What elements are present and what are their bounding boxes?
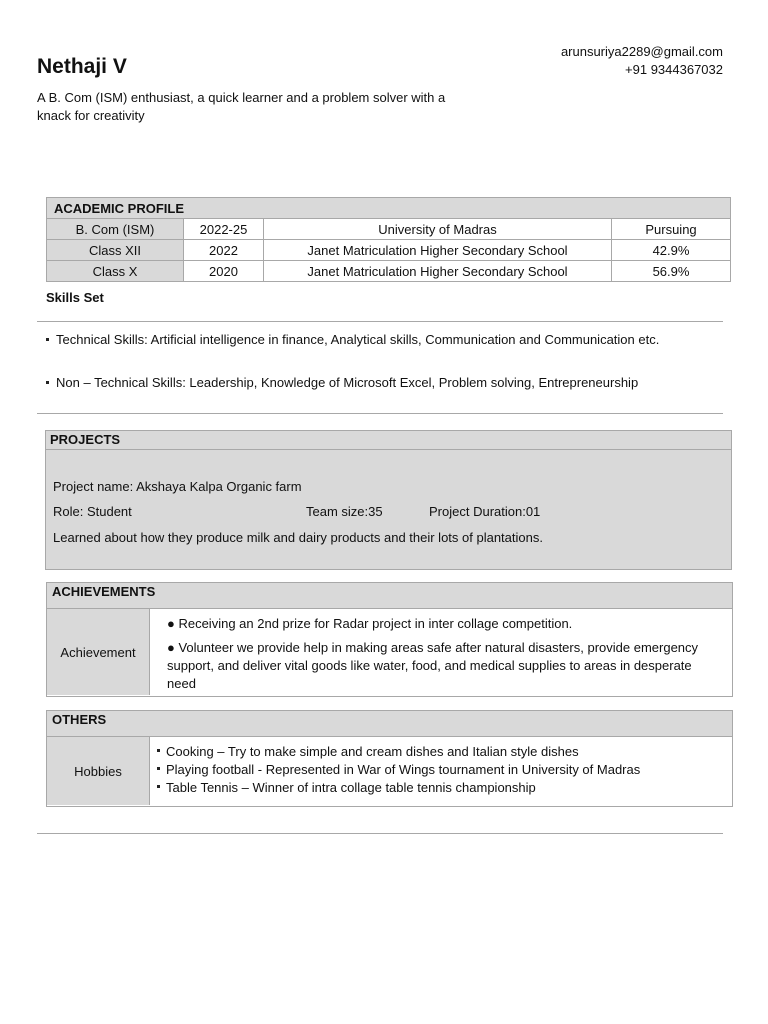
table-row bbox=[47, 219, 731, 240]
academic-header-row bbox=[47, 198, 731, 219]
bullet-icon bbox=[157, 767, 160, 770]
candidate-name: Nethaji V bbox=[37, 55, 127, 78]
projects-title: PROJECTS bbox=[46, 431, 731, 450]
result-cell: Pursuing bbox=[612, 219, 731, 240]
course-cell: B. Com (ISM) bbox=[47, 219, 184, 240]
list-item: ● Volunteer we provide help in making areas safe after natural disasters, provide emergency support, and deliver vital goods like water, food, and medical supplies to areas in desperate need bbox=[167, 640, 699, 691]
hobbies-list bbox=[150, 737, 732, 805]
list-item bbox=[157, 779, 722, 797]
hobby-text: Table Tennis – Winner of intra collage table tennis championship bbox=[166, 780, 536, 795]
academic-profile-table bbox=[46, 197, 731, 282]
project-team-size: Team size:35 bbox=[306, 504, 383, 519]
bullet-icon bbox=[157, 785, 160, 788]
achievement-list bbox=[150, 609, 732, 695]
academic-title: ACADEMIC PROFILE bbox=[47, 198, 731, 219]
year-cell: 2022 bbox=[184, 240, 264, 261]
email-link[interactable]: arunsuriya2289@gmail.com bbox=[560, 44, 723, 59]
result-cell: 42.9% bbox=[612, 240, 731, 261]
technical-skills: Technical Skills: Artificial intelligence in finance, Analytical skills, Communication and Communication etc. bbox=[56, 332, 660, 347]
table-row bbox=[47, 261, 731, 282]
divider bbox=[37, 321, 723, 322]
list-item bbox=[157, 761, 722, 779]
institution-cell: Janet Matriculation Higher Secondary School bbox=[264, 261, 612, 282]
table-row bbox=[47, 240, 731, 261]
course-cell: Class XII bbox=[47, 240, 184, 261]
others-section bbox=[46, 710, 733, 807]
contact-info bbox=[561, 43, 723, 79]
achievement-label: Achievement bbox=[47, 609, 150, 695]
projects-section bbox=[45, 430, 732, 570]
project-role: Role: Student bbox=[53, 504, 132, 519]
non-technical-skills: Non – Technical Skills: Leadership, Knowledge of Microsoft Excel, Problem solving, Entrepreneurship bbox=[56, 375, 639, 390]
list-item bbox=[157, 743, 722, 761]
phone-number: +91 9344367032 bbox=[625, 62, 723, 77]
achievements-section bbox=[46, 582, 733, 697]
project-duration: Project Duration:01 bbox=[429, 504, 541, 519]
project-name: Project name: Akshaya Kalpa Organic farm bbox=[53, 479, 302, 494]
bullet-icon bbox=[157, 749, 160, 752]
result-cell: 56.9% bbox=[612, 261, 731, 282]
divider bbox=[37, 833, 723, 834]
year-cell: 2022-25 bbox=[184, 219, 264, 240]
institution-cell: Janet Matriculation Higher Secondary School bbox=[264, 240, 612, 261]
institution-cell: University of Madras bbox=[264, 219, 612, 240]
divider bbox=[37, 413, 723, 414]
list-item bbox=[46, 375, 638, 390]
hobby-text: Playing football - Represented in War of Wings tournament in University of Madras bbox=[166, 762, 641, 777]
course-cell: Class X bbox=[47, 261, 184, 282]
hobby-text: Cooking – Try to make simple and cream dishes and Italian style dishes bbox=[166, 744, 579, 759]
others-title: OTHERS bbox=[47, 711, 732, 737]
list-item bbox=[46, 332, 659, 347]
project-description: Learned about how they produce milk and dairy products and their lots of plantations. bbox=[53, 530, 543, 545]
profile-summary: A B. Com (ISM) enthusiast, a quick learner and a problem solver with a knack for creativity bbox=[37, 90, 446, 123]
list-item: ● Receiving an 2nd prize for Radar project in inter collage competition. bbox=[167, 616, 573, 631]
bullet-icon bbox=[46, 381, 49, 384]
bullet-icon bbox=[46, 338, 49, 341]
year-cell: 2020 bbox=[184, 261, 264, 282]
hobbies-label: Hobbies bbox=[47, 737, 150, 805]
achievements-title: ACHIEVEMENTS bbox=[47, 583, 732, 609]
skills-title: Skills Set bbox=[46, 290, 104, 305]
